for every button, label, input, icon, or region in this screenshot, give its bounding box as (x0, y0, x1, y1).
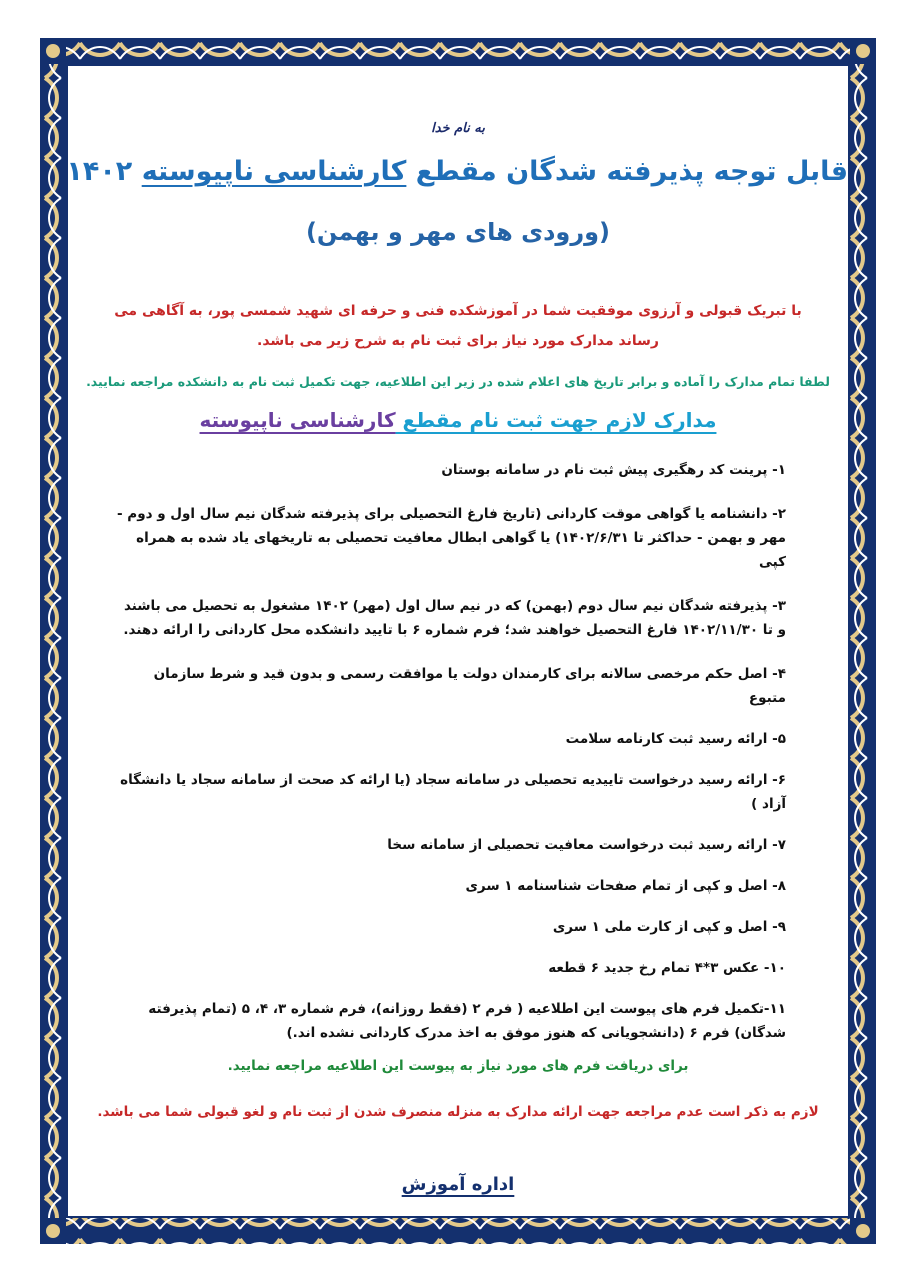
warning-note: لازم به ذکر است عدم مراجعه جهت ارائه مدارک به منزله منصرف شدن از ثبت نام و لغو قبولی شما می باشد. (97, 1104, 819, 1120)
decorative-border (40, 38, 876, 1244)
list-item: ۱۱-تکمیل فرم های پیوست این اطلاعیه ( فرم ۲ (فقط روزانه)، فرم شماره ۳، ۴، ۵ (تمام پذیرفته شدگان) فرم ۶ (دانشجویانی که هنوز موفق به اخذ مدرک کاردانی نشده اند.) (148, 1001, 786, 1041)
list-item: ۳- پذیرفته شدگان نیم سال دوم (بهمن) که در نیم سال اول (مهر) ۱۴۰۲ مشغول به تحصیل می باشند و تا ۱۴۰۲/۱۱/۳۰ فارغ التحصیل خواهند شد؛ فرم شماره ۶ با تایید دانشکده محل کاردانی را ارائه دهند. (123, 598, 786, 638)
bismillah: به نام خدا (431, 121, 485, 136)
documents-heading (68, 408, 848, 432)
notice-body (66, 64, 850, 1218)
documents-heading-part2: کارشناسی ناپیوسته (199, 408, 396, 432)
list-item: ۱۰- عکس ۳*۴ تمام رخ جدید ۶ قطعه (548, 960, 786, 976)
forms-note: برای دریافت فرم های مورد نیاز به پیوست این اطلاعیه مراجعه نمایید. (227, 1058, 689, 1074)
list-item: ۸- اصل و کپی از تمام صفحات شناسنامه ۱ سری (465, 878, 786, 894)
list-item: ۴- اصل حکم مرخصی سالانه برای کارمندان دولت یا موافقت رسمی و بدون قید و شرط سازمان متبوع (153, 666, 786, 706)
title-program: کارشناسی ناپیوسته (141, 156, 407, 187)
signature: اداره آموزش (401, 1174, 515, 1195)
instruction-line: لطفا تمام مدارک را آماده و برابر تاریخ های اعلام شده در زیر این اطلاعیه، جهت تکمیل ثبت نام به دانشکده مراجعه نمایید. (86, 374, 830, 389)
title-year: ۱۴۰۲ (66, 156, 142, 187)
intro-paragraph: با تبریک قبولی و آرزوی موفقیت شما در آموزشکده فنی و حرفه ای شهید شمسی پور، به آگاهی می رساند مدارک مورد نیاز برای ثبت نام به شرح زیر می باشد. (114, 303, 802, 349)
list-item: ۷- ارائه رسید ثبت درخواست معافیت تحصیلی از سامانه سخا (387, 837, 786, 853)
list-item: ۵- ارائه رسید ثبت کارنامه سلامت (565, 731, 786, 747)
documents-list (112, 458, 786, 1065)
list-item: ۱- پرینت کد رهگیری پیش ثبت نام در سامانه بوستان (441, 462, 786, 478)
list-item: ۲- دانشنامه یا گواهی موقت کاردانی (تاریخ فارغ التحصیلی برای پذیرفته شدگان نیم سال اول و دوم - مهر و بهمن - حداکثر تا ۱۴۰۲/۶/۳۱) یا گواهی ابطال معافیت تحصیلی به تاریخهای یاد شده به همراه کپی (117, 506, 786, 570)
documents-heading-part1: مدارک لازم جهت ثبت نام مقطع (395, 408, 717, 432)
list-item: ۶- ارائه رسید درخواست تاییدیه تحصیلی در سامانه سجاد (یا ارائه کد صحت از سامانه سجاد یا دانشگاه آزاد ) (120, 772, 786, 812)
list-item: ۹- اصل و کپی از کارت ملی ۱ سری (552, 919, 786, 935)
page-title (68, 156, 848, 187)
page-subtitle: (ورودی های مهر و بهمن) (305, 218, 611, 246)
title-main: قابل توجه پذیرفته شدگان مقطع (406, 156, 848, 187)
